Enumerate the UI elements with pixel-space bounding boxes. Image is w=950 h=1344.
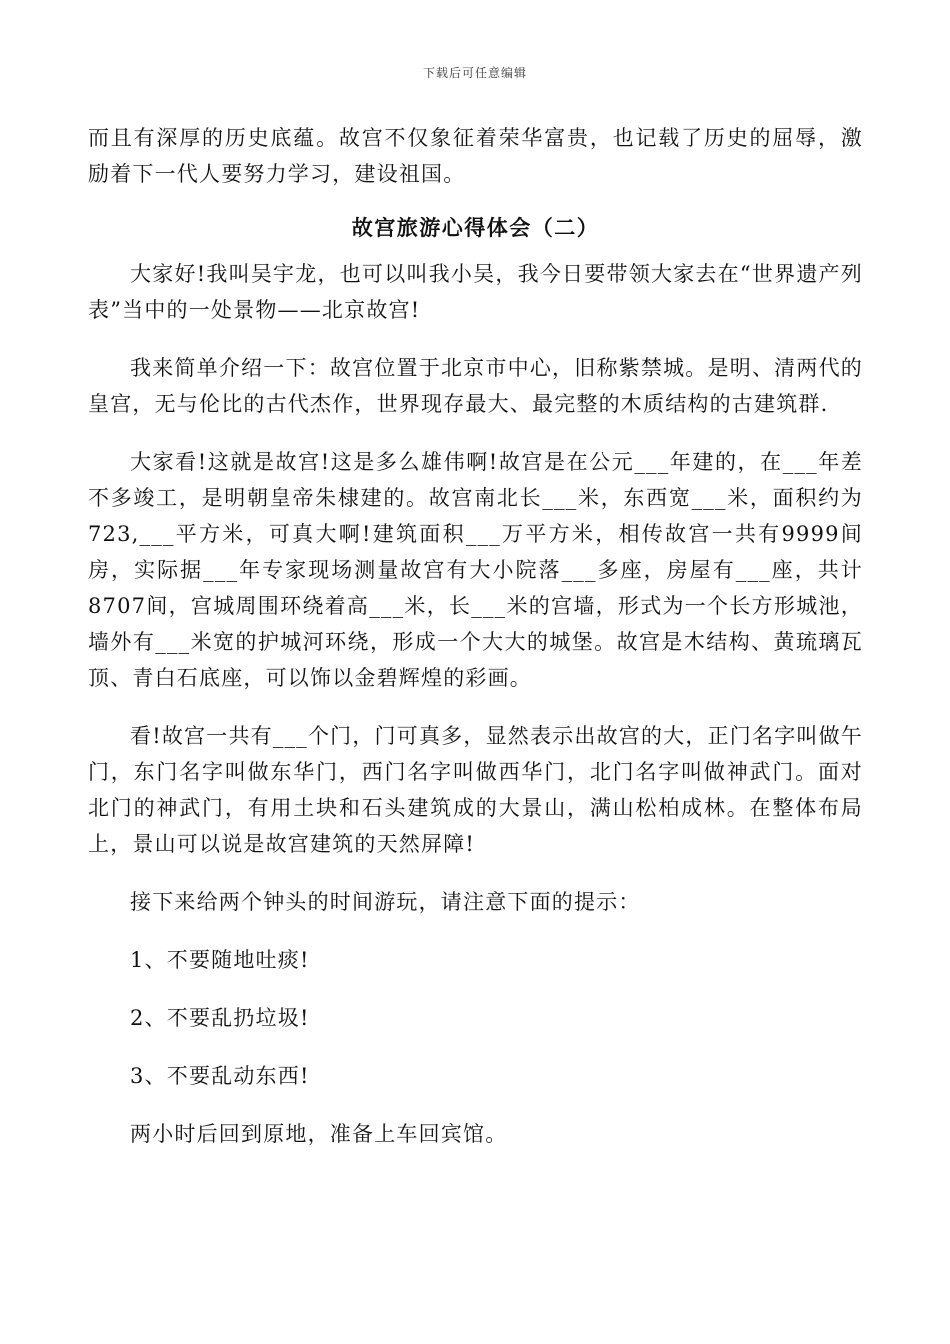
continuation-paragraph: 而且有深厚的历史底蕴。故宫不仅象征着荣华富贵，也记载了历史的屈辱，激励着下一代人要努力学习，建设祖国。 [88, 126, 863, 186]
paragraph-gates: 看!故宫一共有___个门，门可真多，显然表示出故宫的大，正门名字叫做午门，东门名字叫做东华门，西门名字叫做西华门，北门名字叫做神武门。面对北门的神武门，有用土块和石头建筑成的大景山，满山松柏成林。在整体布局上，景山可以说是故宫建筑的天然屏障! [88, 724, 863, 856]
paragraph-greeting: 大家好!我叫吴宇龙，也可以叫我小吴，我今日要带领大家去在“世界遗产列表”当中的一处景物——北京故宫! [88, 262, 863, 322]
paragraph-introduction: 我来简单介绍一下：故宫位置于北京市中心，旧称紫禁城。是明、清两代的皇宫，无与伦比的古代杰作，世界现存最大、最完整的木质结构的古建筑群. [88, 356, 863, 416]
page-header-note: 下载后可任意编辑 [422, 66, 527, 80]
tip-item: 2、不要乱扔垃圾! [130, 1006, 310, 1030]
tip-item: 1、不要随地吐痰! [130, 948, 310, 972]
paragraph-tips-intro: 接下来给两个钟头的时间游玩，请注意下面的提示： [130, 890, 641, 914]
paragraph-palace-facts: 大家看!这就是故宫!这是多么雄伟啊!故宫是在公元___年建的，在___年差不多竣工，是明朝皇帝朱棣建的。故宫南北长___米，东西宽___米，面积约为723,___平方米，可真大啊!建筑面积___万平方米，相传故宫一共有9999间房，实际据___年专家现场测量故宫有大小院落___多座，房屋有___座，共计8707间，宫城周围环绕着高___米，长___米的宫墙，形式为一个长方形城池，墙外有___米宽的护城河环绕，形成一个大大的城堡。故宫是木结构、黄琉璃瓦顶、青白石底座，可以饰以金碧辉煌的彩画。 [88, 450, 863, 690]
section-title: 故宫旅游心得体会（二） [351, 215, 600, 240]
closing-paragraph: 两小时后回到原地，准备上车回宾馆。 [130, 1122, 508, 1146]
document-body [88, 120, 863, 1152]
tip-item: 3、不要乱动东西! [130, 1064, 310, 1088]
